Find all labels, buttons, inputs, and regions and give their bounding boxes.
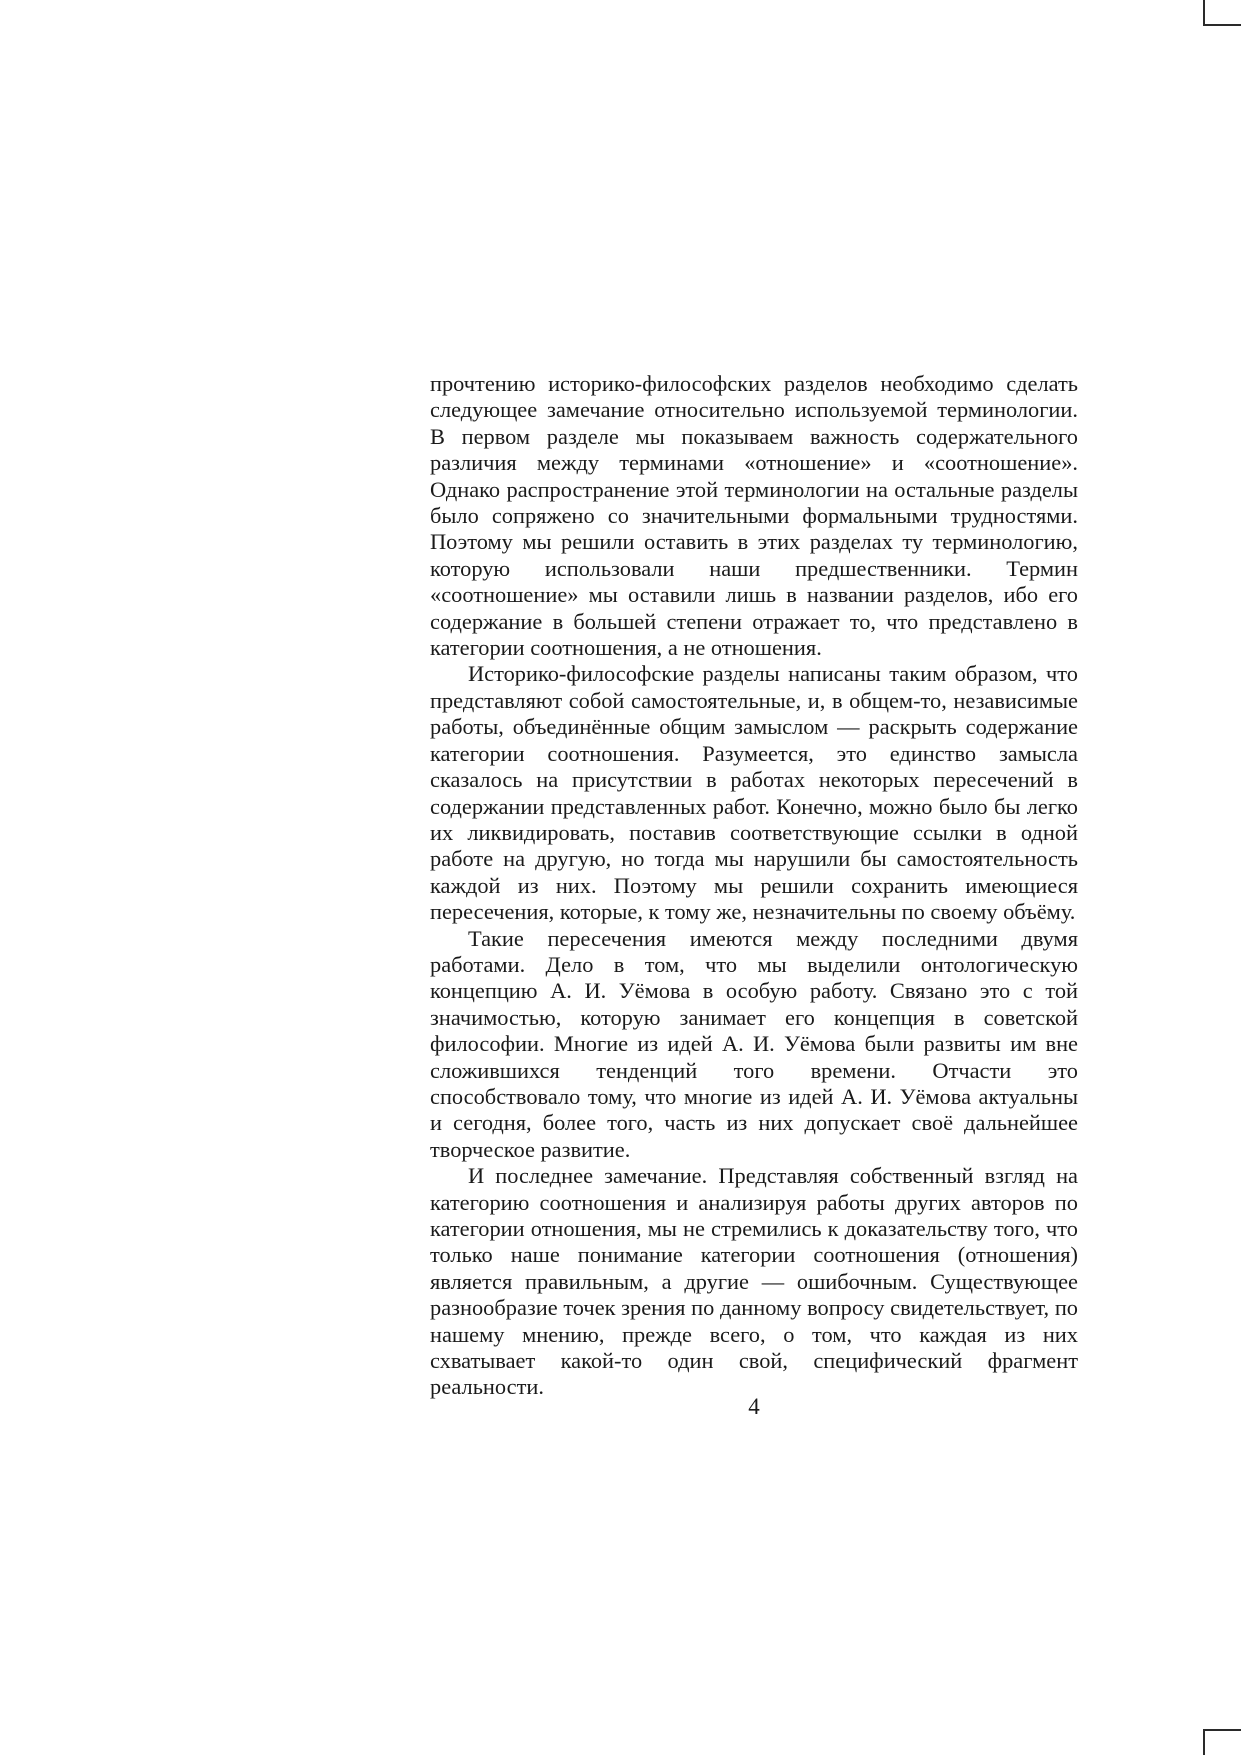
crop-mark-bottom-horizontal: [1203, 1729, 1241, 1731]
paragraph-4: И последнее замечание. Представляя собственный взгляд на категорию соотношения и анализируя работы других авторов по категории отношения, мы не стремились к доказательству того, что только наше понимание категории соотношения (отношения) является правильным, а другие — ошибочным. Существующее разнообразие точек зрения по данному вопросу свидетельствует, по нашему мнению, прежде всего, о том, что каждая из них схватывает какой-то один свой, специфический фрагмент реальности.: [430, 1163, 1078, 1400]
body-text: [430, 371, 1078, 1401]
page-number: 4: [748, 1394, 760, 1419]
crop-mark-bottom-vertical: [1203, 1729, 1205, 1755]
paragraph-1: прочтению историко-философских разделов необходимо сделать следующее замечание относительно используемой терминологии. В первом разделе мы показываем важность содержательного различия между терминами «отношение» и «соотношение». Однако распространение этой терминологии на остальные разделы было сопряжено со значительными формальными трудностями. Поэтому мы решили оставить в этих разделах ту терминологию, которую использовали наши предшественники. Термин «соотношение» мы оставили лишь в названии разделов, ибо его содержание в большей степени отражает то, что представлено в категории соотношения, а не отношения.: [430, 371, 1078, 661]
crop-mark-top-horizontal: [1203, 24, 1241, 26]
crop-mark-top-vertical: [1203, 0, 1205, 26]
paragraph-2: Историко-философские разделы написаны таким образом, что представляют собой самостоятельные, и, в общем-то, независимые работы, объединённые общим замыслом — раскрыть содержание категории соотношения. Разумеется, это единство замысла сказалось на присутствии в работах некоторых пересечений в содержании представленных работ. Конечно, можно было бы легко их ликвидировать, поставив соответствующие ссылки в одной работе на другую, но тогда мы нарушили бы самостоятельность каждой из них. Поэтому мы решили сохранить имеющиеся пересечения, которые, к тому же, незначительны по своему объёму.: [430, 661, 1078, 925]
paragraph-3: Такие пересечения имеются между последними двумя работами. Дело в том, что мы выделили онтологическую концепцию А. И. Уёмова в особую работу. Связано это с той значимостью, которую занимает его концепция в советской философии. Многие из идей А. И. Уёмова были развиты им вне сложившихся тенденций того времени. Отчасти это способствовало тому, что многие из идей А. И. Уёмова актуальны и сегодня, более того, часть из них допускает своё дальнейшее творческое развитие.: [430, 925, 1078, 1162]
